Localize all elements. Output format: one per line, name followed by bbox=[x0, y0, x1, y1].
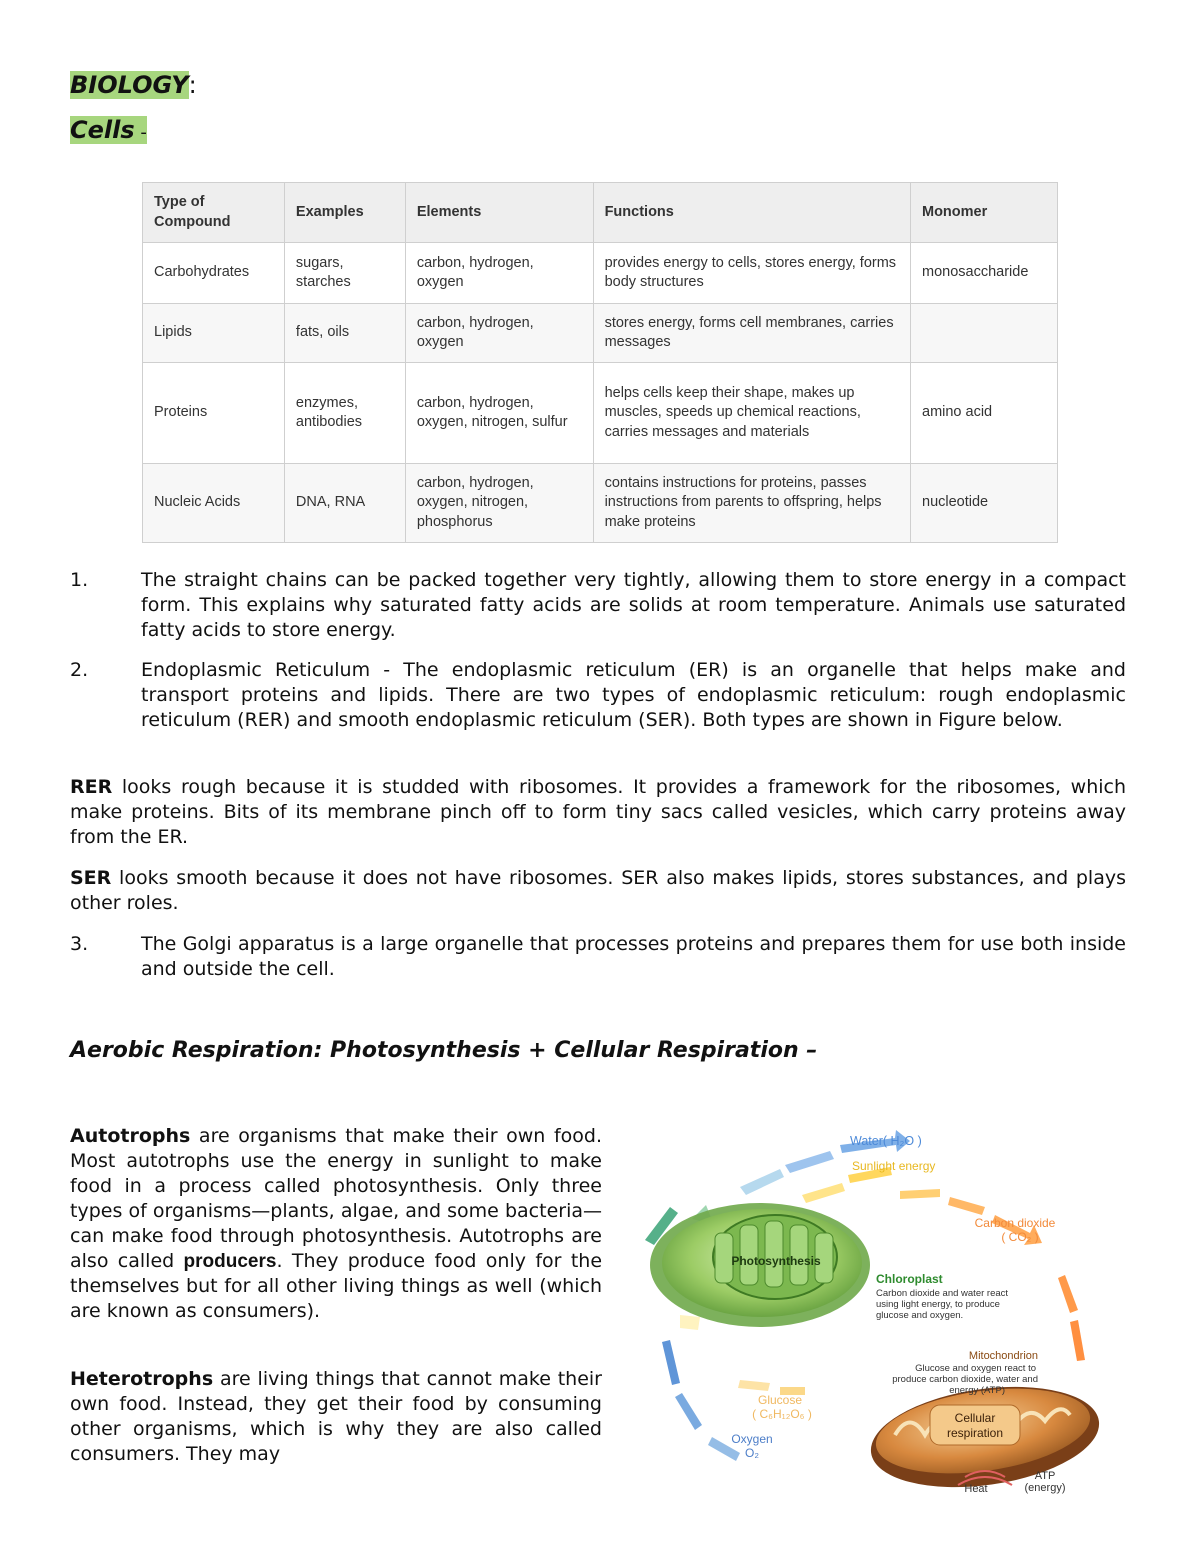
section-title-aerobic: Aerobic Respiration: Photosynthesis + Cellular Respiration – bbox=[70, 1038, 818, 1063]
arrow-segment-icon bbox=[802, 1183, 845, 1203]
arrow-segment-icon bbox=[1070, 1320, 1085, 1361]
oxygen-formula: O₂ bbox=[745, 1446, 759, 1460]
cellular-label: Cellular bbox=[954, 1411, 996, 1425]
table-row bbox=[143, 243, 1058, 304]
table-cell: Carbohydrates bbox=[143, 243, 285, 304]
heat-label: Heat bbox=[964, 1483, 988, 1495]
mito-desc-3: energy (ATP) bbox=[949, 1385, 1005, 1396]
numbered-list-continued bbox=[70, 932, 1126, 982]
ser-text: looks smooth because it does not have ribosomes. SER also makes lipids, stores substances, and plays other roles. bbox=[70, 867, 1126, 914]
ser-term: SER bbox=[70, 867, 112, 889]
table-cell: fats, oils bbox=[284, 304, 405, 363]
rer-paragraph bbox=[70, 775, 1126, 850]
table-cell: carbon, hydrogen, oxygen, nitrogen, phosphorus bbox=[405, 464, 593, 543]
arrow-glucose-icon bbox=[738, 1380, 770, 1391]
table-cell: monosaccharide bbox=[911, 243, 1058, 304]
table-cell: nucleotide bbox=[911, 464, 1058, 543]
numbered-list bbox=[70, 568, 1126, 733]
sunlight-label: Sunlight energy bbox=[852, 1159, 936, 1173]
rer-term: RER bbox=[70, 776, 113, 798]
table-cell: enzymes, antibodies bbox=[284, 363, 405, 464]
rer-text: looks rough because it is studded with ribosomes. It provides a framework for the ribosomes, which make proteins. Bits of its membrane pinch off to form tiny sacs called vesicles, which carry proteins away from the ER. bbox=[70, 776, 1126, 848]
table-cell: Nucleic Acids bbox=[143, 464, 285, 543]
table-cell: amino acid bbox=[911, 363, 1058, 464]
table-cell bbox=[911, 304, 1058, 363]
table-cell: stores energy, forms cell membranes, carries messages bbox=[593, 304, 910, 363]
chloroplast-desc-2: using light energy, to produce bbox=[876, 1299, 1000, 1310]
autotrophs-text-2: . They produce food only for the themselves but for all other living things as well (which are known as consumers). bbox=[70, 1250, 603, 1322]
list-item-text: The straight chains can be packed together very tightly, allowing them to store energy in a compact form. This explains why saturated fatty acids are solids at room temperature. Animals use saturated fatty acids to store energy. bbox=[141, 569, 1126, 641]
atp-label: ATP bbox=[1034, 1470, 1056, 1482]
table-cell: sugars, starches bbox=[284, 243, 405, 304]
section-title-cells bbox=[70, 115, 147, 148]
page-title-text: BIOLOGY bbox=[70, 71, 189, 99]
heterotrophs-text: are living things that cannot make their own food. Instead, they get their food by consuming other organisms, which is why they are also called consumers. They may bbox=[70, 1368, 602, 1465]
table-row bbox=[143, 304, 1058, 363]
photosynthesis-label: Photosynthesis bbox=[731, 1254, 821, 1268]
page-title-colon: : bbox=[188, 71, 197, 99]
table-header-cell: Examples bbox=[284, 183, 405, 243]
table-cell: helps cells keep their shape, makes up muscles, speeds up chemical reactions, carries messages and materials bbox=[593, 363, 910, 464]
table-header-cell: Type of Compound bbox=[143, 183, 285, 243]
list-item-number: 2. bbox=[70, 659, 89, 681]
arrow-segment-icon bbox=[948, 1197, 985, 1215]
chloroplast-desc-1: Carbon dioxide and water react bbox=[876, 1288, 1009, 1299]
producers-term: producers bbox=[183, 1251, 277, 1272]
mito-desc-1: Glucose and oxygen react to bbox=[915, 1363, 1036, 1374]
arrow-segment-icon bbox=[900, 1189, 940, 1199]
list-item-text: Endoplasmic Reticulum - The endoplasmic reticulum (ER) is an organelle that helps make and transport proteins and lipids. There are two types of endoplasmic reticulum: rough endoplasmic reticulum (RER) and smooth endoplasmic reticulum (SER). Both types are shown in Figure below. bbox=[141, 659, 1126, 731]
ser-paragraph bbox=[70, 866, 1126, 916]
table-header-row bbox=[143, 183, 1058, 243]
table-row bbox=[143, 363, 1058, 464]
list-item-text: The Golgi apparatus is a large organelle that processes proteins and prepares them for use both inside and outside the cell. bbox=[141, 933, 1126, 980]
table-cell: carbon, hydrogen, oxygen bbox=[405, 304, 593, 363]
chloroplast-desc-3: glucose and oxygen. bbox=[876, 1310, 964, 1321]
table-cell: DNA, RNA bbox=[284, 464, 405, 543]
list-item bbox=[70, 932, 1126, 982]
arrow-segment-icon bbox=[740, 1169, 784, 1195]
arrow-oxygen-icon bbox=[675, 1393, 702, 1430]
list-item bbox=[70, 568, 1126, 643]
chloroplast-label: Chloroplast bbox=[876, 1272, 943, 1286]
page-title bbox=[70, 70, 197, 100]
water-label: Water( H₂O ) bbox=[850, 1134, 922, 1148]
glucose-label: Glucose bbox=[757, 1393, 803, 1407]
table-cell: carbon, hydrogen, oxygen bbox=[405, 243, 593, 304]
arrow-segment-icon bbox=[1058, 1275, 1078, 1313]
arrow-segment-icon bbox=[785, 1151, 834, 1173]
section-title-cells-text: Cells bbox=[70, 116, 135, 144]
autotrophs-text: are organisms that make their own food. Most autotrophs use the energy in sunlight to make food in a process called photosynthesis. Only three types of organisms—plants, algae, and some bacteria—can make food through photosynthesis. Autotrophs are also called bbox=[70, 1125, 602, 1272]
glucose-formula: ( C₆H₁₂O₆ ) bbox=[752, 1407, 812, 1421]
table-row bbox=[143, 464, 1058, 543]
photosynthesis-respiration-diagram bbox=[640, 1125, 1100, 1515]
heterotrophs-term: Heterotrophs bbox=[70, 1368, 214, 1390]
list-item-number: 3. bbox=[70, 933, 89, 955]
co2-formula: ( CO₂ ) bbox=[1001, 1230, 1039, 1244]
atp-energy-label: (energy) bbox=[1024, 1482, 1066, 1494]
table-cell: contains instructions for proteins, passes instructions from parents to offspring, helps make proteins bbox=[593, 464, 910, 543]
list-item-number: 1. bbox=[70, 569, 89, 591]
autotrophs-term: Autotrophs bbox=[70, 1125, 191, 1147]
table-header-cell: Functions bbox=[593, 183, 910, 243]
heterotrophs-paragraph bbox=[70, 1367, 602, 1467]
mitochondrion-label: Mitochondrion bbox=[968, 1350, 1038, 1362]
table-header-cell: Elements bbox=[405, 183, 593, 243]
table-cell: provides energy to cells, stores energy, forms body structures bbox=[593, 243, 910, 304]
compounds-table bbox=[142, 182, 1058, 543]
mito-desc-2: produce carbon dioxide, water and bbox=[892, 1374, 1038, 1385]
table-cell: carbon, hydrogen, oxygen, nitrogen, sulfur bbox=[405, 363, 593, 464]
arrow-segment-icon bbox=[662, 1340, 680, 1385]
co2-label: Carbon dioxide bbox=[974, 1216, 1056, 1230]
table-header-cell: Monomer bbox=[911, 183, 1058, 243]
section-title-cells-dash: - bbox=[134, 122, 147, 143]
oxygen-label: Oxygen bbox=[731, 1432, 773, 1446]
arrow-segment-icon bbox=[680, 1315, 700, 1330]
table-cell: Proteins bbox=[143, 363, 285, 464]
respiration-label: respiration bbox=[946, 1426, 1004, 1440]
table-cell: Lipids bbox=[143, 304, 285, 363]
chloroplast-illustration bbox=[650, 1203, 870, 1327]
list-item bbox=[70, 658, 1126, 733]
autotrophs-paragraph bbox=[70, 1124, 602, 1324]
